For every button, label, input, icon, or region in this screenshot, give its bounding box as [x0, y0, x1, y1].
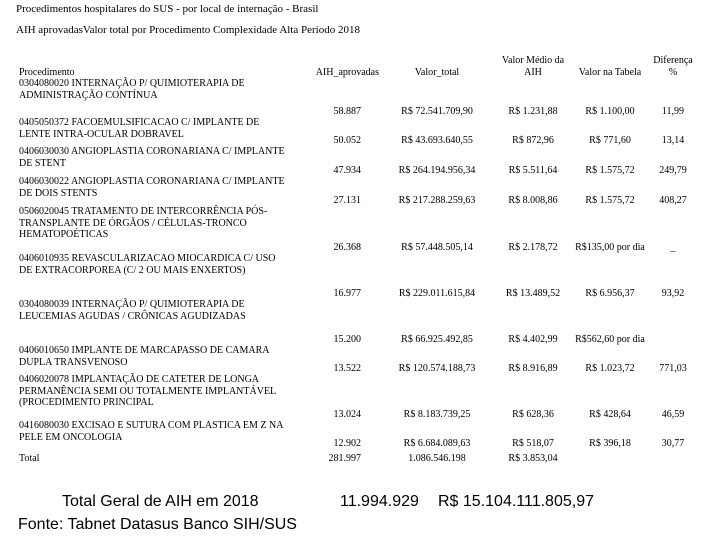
- cell-aih: 15.200: [333, 333, 361, 345]
- cell-diferenca: 771,03: [659, 362, 687, 374]
- cell-valor-total: R$ 6.684.089,63: [403, 437, 471, 449]
- table-row: [17, 176, 699, 206]
- cell-diferenca: 30,77: [661, 437, 685, 449]
- cell-diferenca: 11,99: [661, 105, 685, 117]
- cell-valor-total: R$ 229.011.615,84: [398, 287, 476, 299]
- cell-procedimento: 0406030030 ANGIOPLASTIA CORONARIANA C/ IMPLANTE DE STENT: [19, 146, 285, 169]
- cell-valor-total: R$ 264.194.956,34: [398, 164, 476, 176]
- cell-diferenca: 46,59: [661, 408, 685, 420]
- cell-valor-medio: R$ 5.511,64: [508, 164, 558, 176]
- report-title: Procedimentos hospitalares do SUS - por local de internação - Brasil: [16, 3, 319, 15]
- col-valor-tabela: Valor na Tabela: [578, 66, 642, 78]
- table-row: [17, 117, 699, 146]
- cell-valor-tabela: R$562,60 por dia: [575, 333, 645, 345]
- total-empty: [573, 449, 647, 473]
- total-valor-medio: R$ 3.853,04: [508, 453, 558, 464]
- cell-valor-tabela: R$ 1.023,72: [585, 362, 635, 374]
- cell-aih: 26.368: [333, 241, 361, 253]
- cell-procedimento: 0416080030 EXCISAO E SUTURA COM PLASTICA EM Z NA PELE EM ONCOLOGIA: [19, 420, 283, 443]
- total-geral-aih: 11.994.929: [340, 493, 419, 510]
- col-diferenca: Diferença %: [653, 55, 693, 78]
- cell-valor-medio: R$ 628,36: [512, 408, 554, 420]
- total-aih: 281.997: [328, 453, 361, 464]
- cell-aih: 27.131: [333, 194, 361, 206]
- cell-valor-medio: R$ 872,96: [512, 134, 554, 146]
- cell-valor-total: R$ 57.448.505,14: [401, 241, 473, 253]
- cell-procedimento: 0405050372 FACOEMULSIFICACAO C/ IMPLANTE DE LENTE INTRA-OCULAR DOBRAVEL: [19, 117, 260, 140]
- total-geral-label: Total Geral de AIH em 2018: [62, 493, 259, 510]
- cell-valor-total: R$ 120.574.188,73: [398, 362, 476, 374]
- table-row: [17, 299, 699, 345]
- cell-procedimento: 0406010650 IMPLANTE DE MARCAPASSO DE CAMARA DUPLA TRANSVENOSO: [19, 345, 269, 368]
- cell-procedimento: 0406030022 ANGIOPLASTIA CORONARIANA C/ IMPLANTE DE DOIS STENTS: [19, 176, 285, 199]
- table-total-row: [17, 449, 699, 473]
- cell-diferenca: 93,92: [661, 287, 685, 299]
- cell-procedimento: 0406020078 IMPLANTAÇÃO DE CATETER DE LONGA PERMANÊNCIA SEMI OU TOTALMENTE IMPLANTÁVEL (PROCEDIMENTO PRINCIPAL: [19, 374, 276, 408]
- cell-procedimento: 0506020045 TRATAMENTO DE INTERCORRÊNCIA PÓS-TRANSPLANTE DE ÓRGÃOS / CÉLULAS-TRONCO HEMATOPOÉTICAS: [19, 206, 268, 240]
- cell-diferenca: 408,27: [659, 194, 687, 206]
- cell-valor-tabela: R$ 1.575,72: [585, 164, 635, 176]
- cell-diferenca: _: [670, 241, 676, 253]
- cell-valor-tabela: R$135,00 por dia: [575, 241, 645, 253]
- cell-aih: 13.024: [333, 408, 361, 420]
- cell-valor-tabela: R$ 396,18: [589, 437, 631, 449]
- total-label: Total: [19, 453, 40, 464]
- cell-valor-medio: R$ 2.178,72: [508, 241, 558, 253]
- cell-diferenca: [647, 299, 699, 345]
- table-row: [17, 345, 699, 374]
- col-procedimento: Procedimento: [19, 66, 75, 78]
- cell-aih: 58.887: [333, 105, 361, 117]
- total-valor-total: 1.086.546.198: [408, 453, 466, 464]
- cell-procedimento: 0406010935 REVASCULARIZACAO MIOCARDICA C/ USO DE EXTRACORPOREA (C/ 2 OU MAIS ENXERTOS): [19, 253, 276, 276]
- table-row: [17, 374, 699, 420]
- cell-valor-tabela: R$ 1.575,72: [585, 194, 635, 206]
- cell-valor-tabela: R$ 6.956,37: [585, 287, 635, 299]
- col-aih-aprovadas: AIH_aprovadas: [315, 66, 379, 78]
- cell-valor-medio: R$ 13.489,52: [505, 287, 561, 299]
- cell-aih: 47.934: [333, 164, 361, 176]
- cell-procedimento: 0304080039 INTERNAÇÃO P/ QUIMIOTERAPIA DE LEUCEMIAS AGUDAS / CRÔNICAS AGUDIZADAS: [19, 299, 246, 322]
- cell-valor-medio: R$ 8.008,86: [508, 194, 558, 206]
- cell-valor-total: R$ 217.288.259,63: [398, 194, 476, 206]
- table-row: [17, 420, 699, 449]
- cell-valor-total: R$ 43.693.640,55: [401, 134, 473, 146]
- cell-diferenca: 13,14: [661, 134, 685, 146]
- col-valor-total: Valor_total: [414, 66, 460, 78]
- cell-valor-medio: R$ 4.402,99: [508, 333, 558, 345]
- cell-valor-total: R$ 8.183.739,25: [403, 408, 471, 420]
- cell-valor-tabela: R$ 771,60: [589, 134, 631, 146]
- source-note: Fonte: Tabnet Datasus Banco SIH/SUS: [18, 516, 297, 533]
- table-row: [17, 206, 699, 253]
- total-geral-valor: R$ 15.104.111.805,97: [438, 493, 594, 510]
- cell-procedimento: 0304080020 INTERNAÇÃO P/ QUIMIOTERAPIA DE ADMINISTRAÇÃO CONTÍNUA: [19, 78, 245, 101]
- cell-aih: 50.052: [333, 134, 361, 146]
- table-row: [17, 146, 699, 176]
- cell-valor-tabela: R$ 1.100,00: [585, 105, 635, 117]
- cell-valor-medio: R$ 8.916,89: [508, 362, 558, 374]
- report-subtitle: AIH aprovadasValor total por Procedimento Complexidade Alta Período 2018: [16, 24, 360, 36]
- cell-aih: 12.902: [333, 437, 361, 449]
- cell-valor-total: R$ 66.925.492,85: [401, 333, 473, 345]
- cell-diferenca: 249,79: [659, 164, 687, 176]
- table-row: [17, 78, 699, 117]
- cell-valor-medio: R$ 1.231,88: [508, 105, 558, 117]
- table-row: [17, 253, 699, 299]
- total-empty: [647, 449, 699, 473]
- procedures-table: [17, 50, 699, 473]
- cell-aih: 13.522: [333, 362, 361, 374]
- cell-valor-tabela: R$ 428,64: [589, 408, 631, 420]
- cell-aih: 16.977: [333, 287, 361, 299]
- cell-valor-total: R$ 72.541.709,90: [401, 105, 473, 117]
- col-valor-medio: Valor Médio da AIH: [501, 55, 565, 78]
- cell-valor-medio: R$ 518,07: [512, 437, 554, 449]
